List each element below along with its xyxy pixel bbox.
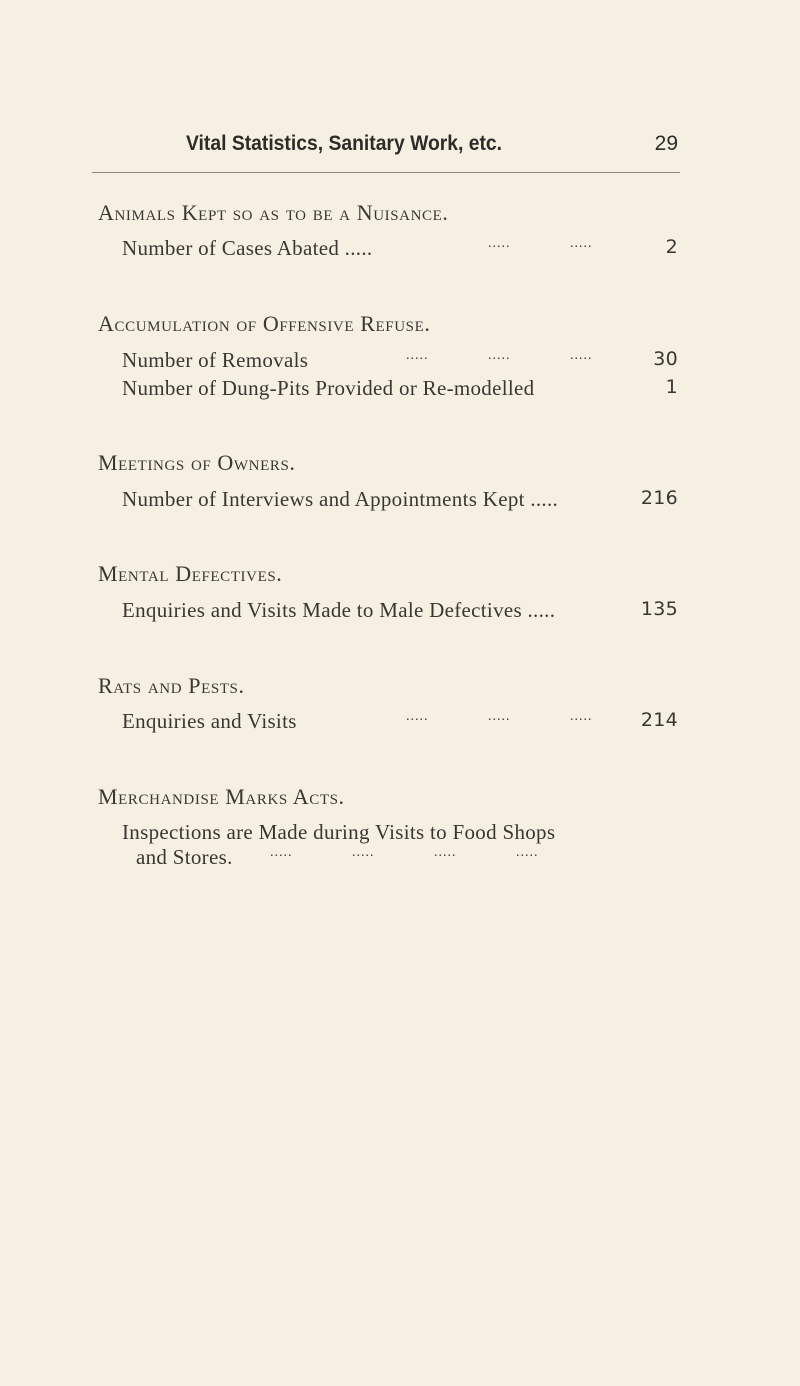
leader-dots: ..... bbox=[570, 348, 593, 363]
section-heading: Rats and Pests. bbox=[98, 673, 245, 698]
header-rule bbox=[92, 172, 680, 173]
stat-row bbox=[122, 236, 678, 262]
leader-dots: ..... bbox=[570, 236, 593, 251]
section-heading: Meetings of Owners. bbox=[98, 450, 296, 475]
stat-row bbox=[122, 820, 678, 846]
running-header bbox=[0, 132, 800, 162]
section-heading: Accumulation of Offensive Refuse. bbox=[98, 311, 431, 336]
row-label-continuation: and Stores. bbox=[136, 845, 233, 869]
row-label: Enquiries and Visits bbox=[122, 709, 297, 733]
stat-row bbox=[122, 709, 678, 735]
row-value: 135 bbox=[640, 598, 678, 620]
stat-row bbox=[122, 348, 678, 374]
row-value: 30 bbox=[653, 348, 678, 370]
stat-row-continuation bbox=[136, 845, 678, 871]
row-label: Number of Cases Abated ..... bbox=[122, 236, 373, 260]
section-heading: Merchandise Marks Acts. bbox=[98, 784, 345, 809]
leader-dots: ..... bbox=[570, 709, 593, 724]
leader-dots: ..... bbox=[406, 348, 429, 363]
leader-dots: ..... bbox=[352, 845, 375, 860]
row-label: Number of Removals bbox=[122, 348, 309, 372]
page-number: 29 bbox=[654, 132, 678, 155]
leader-dots: ..... bbox=[270, 845, 293, 860]
header-title: Vital Statistics, Sanitary Work, etc. bbox=[186, 132, 503, 155]
leader-dots: ..... bbox=[406, 709, 429, 724]
row-label: Number of Interviews and Appointments Kept ..... bbox=[122, 487, 559, 511]
row-value: 1 bbox=[665, 376, 678, 398]
stat-row bbox=[122, 376, 678, 402]
row-label: Inspections are Made during Visits to Food Shops bbox=[122, 820, 556, 844]
section-heading: Mental Defectives. bbox=[98, 561, 283, 586]
stat-row bbox=[122, 487, 678, 513]
leader-dots: ..... bbox=[488, 236, 511, 251]
stat-row bbox=[122, 598, 678, 624]
leader-dots: ..... bbox=[516, 845, 539, 860]
row-value: 2 bbox=[665, 236, 678, 258]
leader-dots: ..... bbox=[488, 348, 511, 363]
row-value: 216 bbox=[640, 487, 678, 509]
row-label: Enquiries and Visits Made to Male Defectives ..... bbox=[122, 598, 556, 622]
row-value: 214 bbox=[640, 709, 678, 731]
row-label: Number of Dung-Pits Provided or Re-modelled bbox=[122, 376, 535, 400]
leader-dots: ..... bbox=[434, 845, 457, 860]
leader-dots: ..... bbox=[488, 709, 511, 724]
section-heading: Animals Kept so as to be a Nuisance. bbox=[98, 200, 449, 225]
